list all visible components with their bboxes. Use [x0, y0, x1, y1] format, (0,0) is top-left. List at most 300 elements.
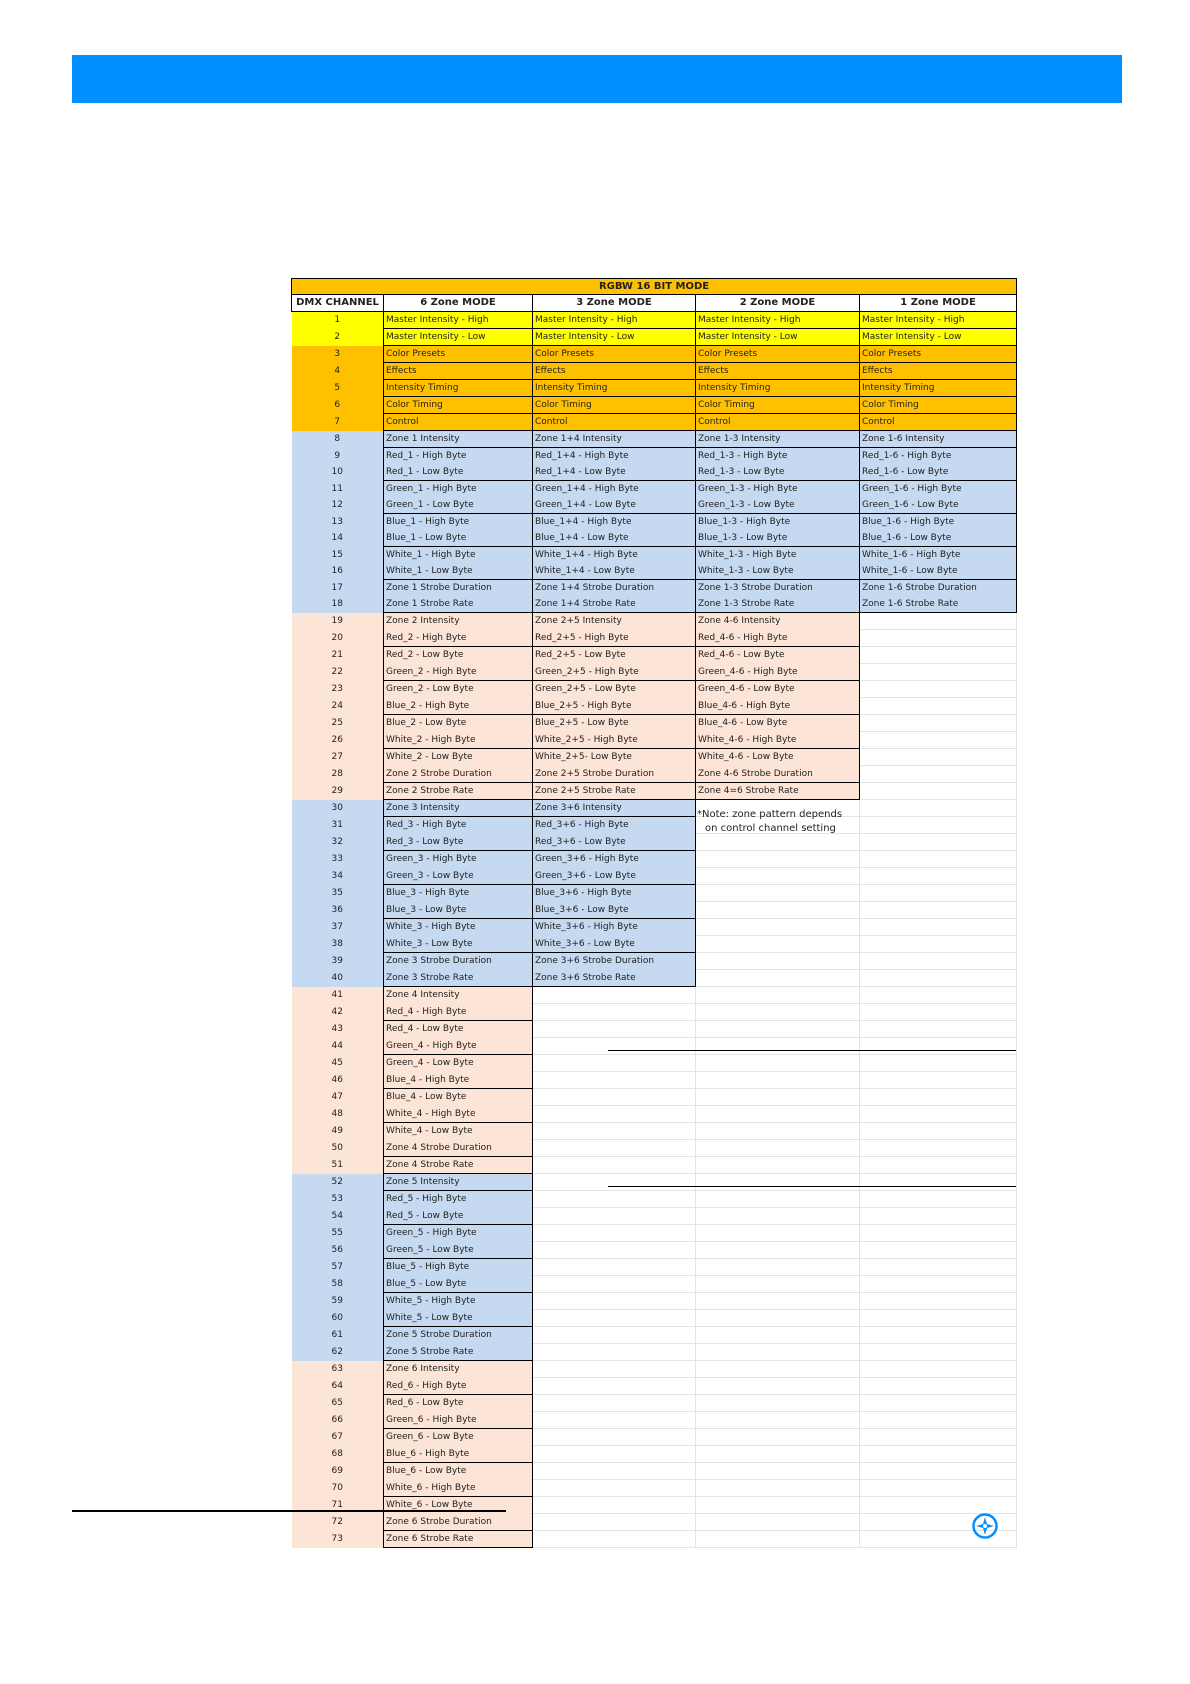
channel-number: 58 [292, 1276, 384, 1293]
empty-cell [860, 1344, 1017, 1361]
header-3-zone-mode: 3 Zone MODE [533, 295, 696, 312]
channel-number: 64 [292, 1378, 384, 1395]
table-row [292, 902, 1017, 919]
empty-cell [860, 1242, 1017, 1259]
empty-cell [860, 885, 1017, 902]
empty-cell [860, 1327, 1017, 1344]
channel-function-cell: White_4-6 - High Byte [696, 732, 860, 749]
empty-cell [696, 1004, 860, 1021]
channel-function-cell: Red_1+4 - Low Byte [533, 464, 696, 481]
channel-number: 32 [292, 834, 384, 851]
table-row [292, 834, 1017, 851]
channel-function-cell: Control [696, 414, 860, 431]
empty-cell [533, 1021, 696, 1038]
channel-number: 24 [292, 698, 384, 715]
header-dmx-channel: DMX CHANNEL [292, 295, 384, 312]
channel-function-cell: Blue_3+6 - Low Byte [533, 902, 696, 919]
empty-cell [696, 1157, 860, 1174]
channel-function-cell: Green_1-6 - High Byte [860, 481, 1017, 498]
channel-number: 20 [292, 630, 384, 647]
channel-number: 56 [292, 1242, 384, 1259]
empty-cell [860, 919, 1017, 936]
channel-function-cell: Blue_4 - High Byte [384, 1072, 533, 1089]
channel-function-cell: Color Timing [696, 397, 860, 414]
empty-cell [533, 1412, 696, 1429]
empty-cell [696, 1242, 860, 1259]
empty-cell [860, 698, 1017, 715]
table-row [292, 698, 1017, 715]
channel-number: 3 [292, 346, 384, 363]
channel-function-cell: Intensity Timing [384, 380, 533, 397]
channel-number: 57 [292, 1259, 384, 1276]
empty-cell [533, 1174, 696, 1191]
table-row [292, 1446, 1017, 1463]
channel-number: 65 [292, 1395, 384, 1412]
channel-function-cell: Zone 1-3 Intensity [696, 431, 860, 448]
empty-cell [696, 1259, 860, 1276]
channel-function-cell: Red_2+5 - High Byte [533, 630, 696, 647]
channel-number: 70 [292, 1480, 384, 1497]
table-row [292, 431, 1017, 448]
channel-number: 15 [292, 547, 384, 564]
empty-cell [696, 1293, 860, 1310]
channel-function-cell: Blue_3 - High Byte [384, 885, 533, 902]
channel-number: 60 [292, 1310, 384, 1327]
channel-function-cell: Zone 4-6 Strobe Duration [696, 766, 860, 783]
channel-function-cell: Zone 4 Strobe Rate [384, 1157, 533, 1174]
empty-cell [533, 1123, 696, 1140]
empty-cell [860, 1446, 1017, 1463]
channel-function-cell: Intensity Timing [696, 380, 860, 397]
table-row [292, 953, 1017, 970]
empty-cell [860, 783, 1017, 800]
channel-function-cell: Color Presets [860, 346, 1017, 363]
channel-function-cell: Green_2+5 - Low Byte [533, 681, 696, 698]
table-row [292, 1072, 1017, 1089]
table-row [292, 664, 1017, 681]
empty-cell [860, 851, 1017, 868]
channel-function-cell: Zone 1-6 Strobe Duration [860, 580, 1017, 597]
channel-function-cell: Zone 1 Strobe Duration [384, 580, 533, 597]
channel-number: 12 [292, 497, 384, 514]
channel-function-cell: Red_3 - High Byte [384, 817, 533, 834]
empty-cell [696, 1361, 860, 1378]
channel-function-cell: Zone 2+5 Strobe Rate [533, 783, 696, 800]
channel-number: 66 [292, 1412, 384, 1429]
channel-number: 68 [292, 1446, 384, 1463]
empty-cell [533, 1344, 696, 1361]
table-row [292, 414, 1017, 431]
empty-cell [696, 1344, 860, 1361]
channel-function-cell: Green_2+5 - High Byte [533, 664, 696, 681]
channel-function-cell: Green_1-6 - Low Byte [860, 497, 1017, 514]
empty-cell [533, 1208, 696, 1225]
channel-function-cell: Zone 5 Intensity [384, 1174, 533, 1191]
empty-cell [860, 817, 1017, 834]
table-row [292, 1463, 1017, 1480]
channel-function-cell: Color Timing [860, 397, 1017, 414]
channel-function-cell: Green_2 - Low Byte [384, 681, 533, 698]
channel-number: 52 [292, 1174, 384, 1191]
channel-function-cell: Green_1+4 - High Byte [533, 481, 696, 498]
table-row [292, 766, 1017, 783]
channel-function-cell: Color Timing [384, 397, 533, 414]
channel-function-cell: Green_1-3 - High Byte [696, 481, 860, 498]
channel-number: 25 [292, 715, 384, 732]
table-row [292, 749, 1017, 766]
channel-function-cell: Blue_4-6 - High Byte [696, 698, 860, 715]
empty-cell [860, 1293, 1017, 1310]
channel-function-cell: Blue_4-6 - Low Byte [696, 715, 860, 732]
table-row [292, 1531, 1017, 1548]
table-row [292, 1276, 1017, 1293]
channel-function-cell: Zone 1+4 Strobe Rate [533, 596, 696, 613]
channel-function-cell: Master Intensity - Low [696, 329, 860, 346]
channel-function-cell: White_1 - Low Byte [384, 563, 533, 580]
channel-number: 18 [292, 596, 384, 613]
empty-cell [860, 1259, 1017, 1276]
channel-number: 1 [292, 312, 384, 329]
empty-cell [860, 936, 1017, 953]
table-row [292, 1174, 1017, 1191]
channel-function-cell: Master Intensity - Low [533, 329, 696, 346]
channel-number: 23 [292, 681, 384, 698]
empty-cell [533, 987, 696, 1004]
empty-cell [533, 1242, 696, 1259]
empty-cell [533, 1531, 696, 1548]
channel-number: 22 [292, 664, 384, 681]
channel-function-cell: Red_1 - Low Byte [384, 464, 533, 481]
empty-cell [696, 1123, 860, 1140]
channel-function-cell: Color Presets [533, 346, 696, 363]
empty-cell [696, 834, 860, 851]
empty-cell [533, 1446, 696, 1463]
table-row [292, 817, 1017, 834]
channel-function-cell: Green_1 - Low Byte [384, 497, 533, 514]
channel-function-cell: Blue_1-3 - High Byte [696, 514, 860, 531]
channel-number: 71 [292, 1497, 384, 1514]
channel-function-cell: Red_1-6 - Low Byte [860, 464, 1017, 481]
table-row [292, 732, 1017, 749]
empty-cell [860, 1089, 1017, 1106]
empty-cell [860, 1225, 1017, 1242]
empty-cell [696, 1497, 860, 1514]
channel-function-cell: Green_1-3 - Low Byte [696, 497, 860, 514]
channel-function-cell: Blue_2 - High Byte [384, 698, 533, 715]
zone-pattern-note [697, 808, 842, 836]
empty-cell [533, 1072, 696, 1089]
channel-function-cell: Zone 1-3 Strobe Rate [696, 596, 860, 613]
table-row [292, 1514, 1017, 1531]
empty-cell [533, 1004, 696, 1021]
channel-function-cell: Effects [384, 363, 533, 380]
channel-number: 30 [292, 800, 384, 817]
channel-function-cell: Zone 6 Strobe Duration [384, 1514, 533, 1531]
channel-function-cell: Effects [696, 363, 860, 380]
empty-cell [860, 953, 1017, 970]
channel-function-cell: Blue_2+5 - Low Byte [533, 715, 696, 732]
table-row [292, 530, 1017, 547]
empty-cell [696, 1140, 860, 1157]
empty-cell [860, 970, 1017, 987]
channel-function-cell: Color Presets [696, 346, 860, 363]
table-row [292, 868, 1017, 885]
note-line-2: on control channel setting [705, 823, 836, 834]
dmx-table-container [291, 278, 1016, 1548]
channel-number: 50 [292, 1140, 384, 1157]
channel-number: 33 [292, 851, 384, 868]
empty-cell [860, 834, 1017, 851]
table-row [292, 580, 1017, 597]
channel-function-cell: Red_3 - Low Byte [384, 834, 533, 851]
channel-number: 53 [292, 1191, 384, 1208]
channel-number: 13 [292, 514, 384, 531]
channel-number: 62 [292, 1344, 384, 1361]
channel-function-cell: White_3 - High Byte [384, 919, 533, 936]
channel-function-cell: Blue_6 - High Byte [384, 1446, 533, 1463]
empty-cell [860, 1378, 1017, 1395]
note-box-bottom-line [608, 1186, 1016, 1187]
empty-cell [696, 1089, 860, 1106]
channel-function-cell: Master Intensity - High [384, 312, 533, 329]
empty-cell [696, 1412, 860, 1429]
empty-cell [860, 800, 1017, 817]
channel-function-cell: Red_4 - High Byte [384, 1004, 533, 1021]
channel-function-cell: Zone 1-6 Strobe Rate [860, 596, 1017, 613]
empty-cell [533, 1089, 696, 1106]
channel-function-cell: White_1-3 - High Byte [696, 547, 860, 564]
empty-cell [533, 1378, 696, 1395]
empty-cell [696, 868, 860, 885]
channel-number: 21 [292, 647, 384, 664]
channel-function-cell: Green_4 - High Byte [384, 1038, 533, 1055]
channel-function-cell: Red_1-3 - High Byte [696, 448, 860, 465]
channel-function-cell: White_4 - High Byte [384, 1106, 533, 1123]
channel-function-cell: Master Intensity - Low [860, 329, 1017, 346]
table-row [292, 630, 1017, 647]
channel-function-cell: Blue_1 - High Byte [384, 514, 533, 531]
channel-function-cell: Red_2+5 - Low Byte [533, 647, 696, 664]
channel-function-cell: Green_5 - Low Byte [384, 1242, 533, 1259]
channel-function-cell: Green_1 - High Byte [384, 481, 533, 498]
channel-number: 67 [292, 1429, 384, 1446]
channel-function-cell: Blue_1-3 - Low Byte [696, 530, 860, 547]
channel-function-cell: Zone 2+5 Intensity [533, 613, 696, 630]
channel-function-cell: Green_4-6 - High Byte [696, 664, 860, 681]
empty-cell [696, 885, 860, 902]
channel-number: 14 [292, 530, 384, 547]
channel-function-cell: Blue_1+4 - High Byte [533, 514, 696, 531]
channel-function-cell: Green_6 - High Byte [384, 1412, 533, 1429]
table-row [292, 1225, 1017, 1242]
channel-function-cell: White_5 - Low Byte [384, 1310, 533, 1327]
empty-cell [533, 1225, 696, 1242]
channel-function-cell: Zone 4 Intensity [384, 987, 533, 1004]
channel-function-cell: Blue_4 - Low Byte [384, 1089, 533, 1106]
empty-cell [860, 1021, 1017, 1038]
empty-cell [860, 732, 1017, 749]
empty-cell [533, 1259, 696, 1276]
header-1-zone-mode: 1 Zone MODE [860, 295, 1017, 312]
channel-number: 72 [292, 1514, 384, 1531]
empty-cell [696, 1225, 860, 1242]
compass-logo-icon [972, 1513, 998, 1539]
channel-function-cell: Red_3+6 - Low Byte [533, 834, 696, 851]
channel-number: 37 [292, 919, 384, 936]
channel-function-cell: Master Intensity - High [860, 312, 1017, 329]
channel-function-cell: Zone 3 Intensity [384, 800, 533, 817]
empty-cell [696, 1531, 860, 1548]
empty-cell [860, 1310, 1017, 1327]
channel-function-cell: White_6 - Low Byte [384, 1497, 533, 1514]
table-row [292, 1259, 1017, 1276]
channel-number: 54 [292, 1208, 384, 1225]
channel-function-cell: Zone 1 Intensity [384, 431, 533, 448]
channel-function-cell: Zone 6 Strobe Rate [384, 1531, 533, 1548]
channel-number: 5 [292, 380, 384, 397]
channel-function-cell: White_6 - High Byte [384, 1480, 533, 1497]
channel-number: 2 [292, 329, 384, 346]
empty-cell [696, 987, 860, 1004]
channel-number: 49 [292, 1123, 384, 1140]
table-row [292, 1089, 1017, 1106]
empty-cell [696, 851, 860, 868]
table-row [292, 1344, 1017, 1361]
channel-function-cell: White_5 - High Byte [384, 1293, 533, 1310]
channel-function-cell: Green_3 - High Byte [384, 851, 533, 868]
table-row [292, 1208, 1017, 1225]
empty-cell [696, 1055, 860, 1072]
header-banner [72, 55, 1122, 103]
channel-number: 9 [292, 448, 384, 465]
channel-function-cell: Control [860, 414, 1017, 431]
channel-function-cell: Zone 2 Strobe Duration [384, 766, 533, 783]
channel-number: 34 [292, 868, 384, 885]
channel-number: 42 [292, 1004, 384, 1021]
channel-function-cell: Green_3+6 - High Byte [533, 851, 696, 868]
channel-function-cell: Zone 3+6 Strobe Rate [533, 970, 696, 987]
channel-function-cell: Zone 3+6 Strobe Duration [533, 953, 696, 970]
channel-function-cell: White_2 - Low Byte [384, 749, 533, 766]
channel-function-cell: Red_1+4 - High Byte [533, 448, 696, 465]
table-row [292, 800, 1017, 817]
channel-function-cell: Red_1-6 - High Byte [860, 448, 1017, 465]
empty-cell [696, 1174, 860, 1191]
channel-function-cell: Blue_2 - Low Byte [384, 715, 533, 732]
header-2-zone-mode: 2 Zone MODE [696, 295, 860, 312]
channel-function-cell: Zone 2 Intensity [384, 613, 533, 630]
channel-function-cell: Blue_1-6 - High Byte [860, 514, 1017, 531]
empty-cell [860, 1463, 1017, 1480]
empty-cell [533, 1310, 696, 1327]
channel-function-cell: White_4 - Low Byte [384, 1123, 533, 1140]
channel-function-cell: Control [384, 414, 533, 431]
empty-cell [860, 1497, 1017, 1514]
empty-cell [533, 1276, 696, 1293]
empty-cell [860, 681, 1017, 698]
channel-number: 6 [292, 397, 384, 414]
channel-function-cell: Green_4-6 - Low Byte [696, 681, 860, 698]
empty-cell [860, 647, 1017, 664]
table-row [292, 1140, 1017, 1157]
channel-number: 17 [292, 580, 384, 597]
table-row [292, 1021, 1017, 1038]
dmx-channel-table [291, 278, 1017, 1548]
empty-cell [860, 1140, 1017, 1157]
channel-number: 29 [292, 783, 384, 800]
channel-function-cell: White_1-3 - Low Byte [696, 563, 860, 580]
channel-function-cell: Master Intensity - Low [384, 329, 533, 346]
table-row [292, 1378, 1017, 1395]
empty-cell [860, 1004, 1017, 1021]
channel-number: 7 [292, 414, 384, 431]
empty-cell [533, 1106, 696, 1123]
table-row [292, 596, 1017, 613]
table-row [292, 547, 1017, 564]
empty-cell [533, 1497, 696, 1514]
table-row [292, 1395, 1017, 1412]
empty-cell [860, 1480, 1017, 1497]
empty-cell [533, 1480, 696, 1497]
channel-function-cell: Green_5 - High Byte [384, 1225, 533, 1242]
table-row [292, 681, 1017, 698]
channel-number: 73 [292, 1531, 384, 1548]
channel-function-cell: Zone 5 Strobe Duration [384, 1327, 533, 1344]
channel-function-cell: Red_1-3 - Low Byte [696, 464, 860, 481]
table-row [292, 1055, 1017, 1072]
empty-cell [696, 1038, 860, 1055]
channel-function-cell: Blue_5 - Low Byte [384, 1276, 533, 1293]
channel-function-cell: Zone 3 Strobe Duration [384, 953, 533, 970]
empty-cell [860, 902, 1017, 919]
channel-function-cell: Zone 4=6 Strobe Rate [696, 783, 860, 800]
channel-function-cell: Green_1+4 - Low Byte [533, 497, 696, 514]
channel-number: 40 [292, 970, 384, 987]
channel-number: 69 [292, 1463, 384, 1480]
channel-number: 36 [292, 902, 384, 919]
table-row [292, 936, 1017, 953]
empty-cell [696, 970, 860, 987]
channel-function-cell: Zone 1-6 Intensity [860, 431, 1017, 448]
table-row [292, 514, 1017, 531]
table-row [292, 312, 1017, 329]
empty-cell [860, 1123, 1017, 1140]
channel-function-cell: Green_3 - Low Byte [384, 868, 533, 885]
empty-cell [533, 1327, 696, 1344]
table-row [292, 1242, 1017, 1259]
table-row [292, 715, 1017, 732]
empty-cell [533, 1293, 696, 1310]
empty-cell [533, 1463, 696, 1480]
table-row [292, 346, 1017, 363]
channel-function-cell: White_4-6 - Low Byte [696, 749, 860, 766]
channel-function-cell: Red_3+6 - High Byte [533, 817, 696, 834]
channel-function-cell: Zone 2 Strobe Rate [384, 783, 533, 800]
channel-function-cell: Red_4 - Low Byte [384, 1021, 533, 1038]
empty-cell [860, 1157, 1017, 1174]
channel-function-cell: Zone 6 Intensity [384, 1361, 533, 1378]
channel-function-cell: Red_5 - High Byte [384, 1191, 533, 1208]
table-row [292, 1191, 1017, 1208]
empty-cell [860, 1055, 1017, 1072]
table-row [292, 481, 1017, 498]
table-row [292, 1106, 1017, 1123]
channel-function-cell: Blue_5 - High Byte [384, 1259, 533, 1276]
table-row [292, 647, 1017, 664]
channel-function-cell: Blue_6 - Low Byte [384, 1463, 533, 1480]
channel-function-cell: Blue_3+6 - High Byte [533, 885, 696, 902]
channel-function-cell: Intensity Timing [533, 380, 696, 397]
